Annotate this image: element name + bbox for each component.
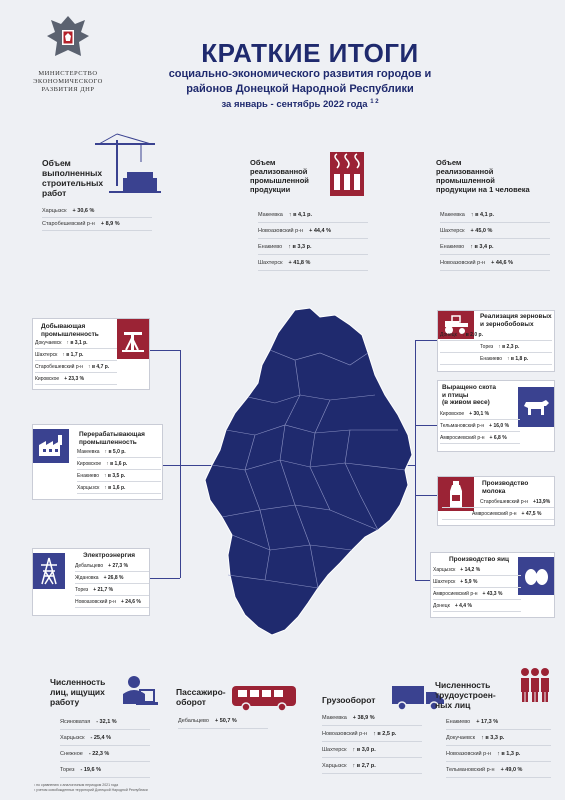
factory-smoke-icon — [330, 152, 364, 196]
energy-panel — [32, 548, 150, 616]
passenger-list — [178, 714, 268, 729]
list-item: Енакиево ↑ в 3,5 р. — [77, 470, 161, 482]
list-item: Енакиево ↑ в 3,4 р. — [440, 239, 550, 255]
construction-title: Объем выполненных строительных работ — [42, 158, 104, 198]
livestock-panel — [437, 380, 555, 452]
people-group-icon — [515, 664, 555, 704]
list-item: Старобешевский р-н +13,9% — [442, 496, 554, 508]
cargo-section — [322, 695, 375, 705]
list-item: Харцызск - 25,4 % — [60, 730, 150, 746]
list-item: Шахтерск ↑ в 3,0 р. — [322, 742, 422, 758]
list-item: Новоазовский р-н ↑ в 2,5 р. — [322, 726, 422, 742]
eggs-title: Производство яиц — [449, 556, 509, 563]
processing-panel — [32, 424, 163, 500]
oil-pump-icon — [117, 319, 149, 359]
grain-panel — [437, 310, 555, 372]
industry-title: Объем реализованной промышленной продукции — [250, 158, 309, 194]
employed-list — [446, 714, 551, 778]
list-item: Ждановка + 26,8 % — [75, 572, 149, 584]
list-item: Харцызск + 30,6 % — [42, 205, 152, 218]
list-item: Ясиноватая - 32,1 % — [60, 714, 150, 730]
page-subtitle: социально-экономического развития городов и районов Донецкой Народной Республики — [168, 68, 432, 95]
list-item: Тельмановский р-н + 49,0 % — [446, 762, 551, 778]
list-item: Макеевка ↑ в 5,0 р. — [77, 446, 161, 458]
grain-title: Реализация зерновых и зернобобовых — [480, 313, 552, 328]
industry-section — [250, 158, 330, 194]
page-title: КРАТКИЕ ИТОГИ — [201, 38, 419, 68]
list-item: Новоазовский р-н + 44,4 % — [258, 223, 368, 239]
list-item: Шахтерск + 5,9 % — [433, 576, 521, 588]
livestock-title: Выращено скота и птицы (в живом весе) — [442, 384, 497, 406]
milk-title: Производство молока — [482, 480, 529, 495]
list-item: Дебальцево + 50,7 % — [178, 714, 268, 729]
list-item: Старобешевский р-н ↑ в 4,7 р. — [35, 361, 117, 373]
footnote-2: ² учетом освобожденных территорий Донецкой Народной Республики — [34, 788, 148, 792]
bus-icon — [230, 684, 300, 714]
list-item: Докучаевск ↑ в 3,3 р. — [446, 730, 551, 746]
industry-list — [258, 207, 368, 271]
list-item: Старобешевский р-н + 8,9 % — [42, 218, 152, 231]
list-item: Макеевка ↑ в 4,1 р. — [258, 207, 368, 223]
list-item: Тельмановский р-н + 16,0 % — [440, 420, 520, 432]
employed-title: Численность трудоустроен- ных лиц — [435, 680, 496, 710]
footnotes — [34, 783, 254, 793]
milk-list — [442, 496, 554, 520]
report-period: за январь - сентябрь 2022 года $^{1 2}$ — [221, 99, 379, 111]
list-item: Новоазовский р-н ↑ в 1,3 р. — [446, 746, 551, 762]
ministry-name: МИНИСТЕРСТВО ЭКОНОМИЧЕСКОГО РАЗВИТИЯ ДНР — [33, 70, 103, 93]
milk-panel — [437, 476, 555, 526]
grain-list — [440, 329, 552, 365]
list-item: Докучаевск ↑ в 3,1 р. — [35, 337, 117, 349]
cargo-list — [322, 710, 422, 774]
list-item: Донецк + 4,4 % — [433, 600, 521, 612]
connector-line — [150, 578, 180, 579]
cow-icon — [518, 387, 554, 427]
list-item: Кировское + 30,1 % — [440, 408, 520, 420]
passenger-title: Пассажиро- оборот — [176, 687, 226, 707]
construction-list — [42, 205, 152, 231]
processing-title: Перерабатывающая промышленность — [79, 431, 145, 446]
list-item: Кировское ↑ в 1,6 р. — [77, 458, 161, 470]
connector-line — [180, 465, 181, 578]
crane-icon — [95, 132, 163, 200]
per-capita-title: Объем реализованной промышленной продукции на 1 человека — [436, 158, 530, 194]
employed-section — [435, 680, 525, 710]
list-item: Новоазовский р-н + 44,6 % — [440, 255, 550, 271]
livestock-list — [440, 408, 520, 444]
energy-list — [75, 560, 149, 608]
list-item: Шахтерск ↑ в 1,7 р. — [35, 349, 117, 361]
energy-title: Электроэнергия — [83, 552, 136, 559]
job-search-laptop-icon — [118, 674, 158, 710]
list-item: Харцызск + 14,2 % — [433, 564, 521, 576]
list-item: Снежное - 22,3 % — [60, 746, 150, 762]
per-capita-list — [440, 207, 550, 271]
list-item: Торез - 19,6 % — [60, 762, 150, 778]
list-item: Енакиево + 17,3 % — [446, 714, 551, 730]
jobseekers-title: Численность лиц, ищущих работу — [50, 677, 106, 707]
footnote-1: ¹ по сравнению с аналогичным периодом 2021 года — [34, 783, 119, 787]
list-item: Енакиево ↑ в 3,3 р. — [258, 239, 368, 255]
mining-title: Добывающая промышленность — [41, 323, 99, 338]
connector-line — [150, 350, 180, 351]
list-item: Амвросиевский р-н + 6,8 % — [440, 432, 520, 444]
list-item: Амвросиевский р-н + 43,3 % — [433, 588, 521, 600]
list-item: Макеевка + 38,9 % — [322, 710, 422, 726]
list-item: Шахтерск + 41,8 % — [258, 255, 368, 271]
list-item: Торез + 21,7 % — [75, 584, 149, 596]
connector-line — [180, 350, 181, 465]
list-item: Харцызск ↑ в 2,7 р. — [322, 758, 422, 774]
list-item: Амвросиевский р-н + 47,5 % — [442, 508, 554, 520]
eggs-icon — [518, 557, 554, 595]
per-capita-section — [436, 158, 556, 194]
ministry-logo-block — [18, 12, 118, 94]
mining-panel — [32, 318, 150, 390]
list-item: Торез ↑ в 2,3 р. — [440, 341, 552, 353]
dpr-map-icon — [200, 305, 425, 640]
power-tower-icon — [33, 553, 65, 589]
list-item: Енакиево ↑ в 1,8 р. — [440, 353, 552, 365]
mining-list — [35, 337, 117, 385]
cargo-title: Грузооборот — [322, 695, 376, 705]
processing-list — [77, 446, 161, 494]
jobseekers-list — [60, 714, 150, 778]
eggs-list — [433, 564, 521, 612]
list-item: Макеевка ↑ в 4,1 р. — [440, 207, 550, 223]
list-item: Дебальцево + 27,3 % — [75, 560, 149, 572]
eggs-panel — [430, 552, 555, 618]
list-item: Харцызск ↑ в 1,6 р. — [77, 482, 161, 494]
list-item: Новоазовский р-н + 24,6 % — [75, 596, 149, 608]
list-item: Шахтерск + 45,0 % — [440, 223, 550, 239]
list-item: Кировское + 23,3 % — [35, 373, 117, 385]
dpr-emblem-icon — [45, 12, 91, 66]
list-item: Донецк ↑ в 2,0 р. — [440, 329, 552, 341]
factory-icon — [33, 429, 69, 463]
